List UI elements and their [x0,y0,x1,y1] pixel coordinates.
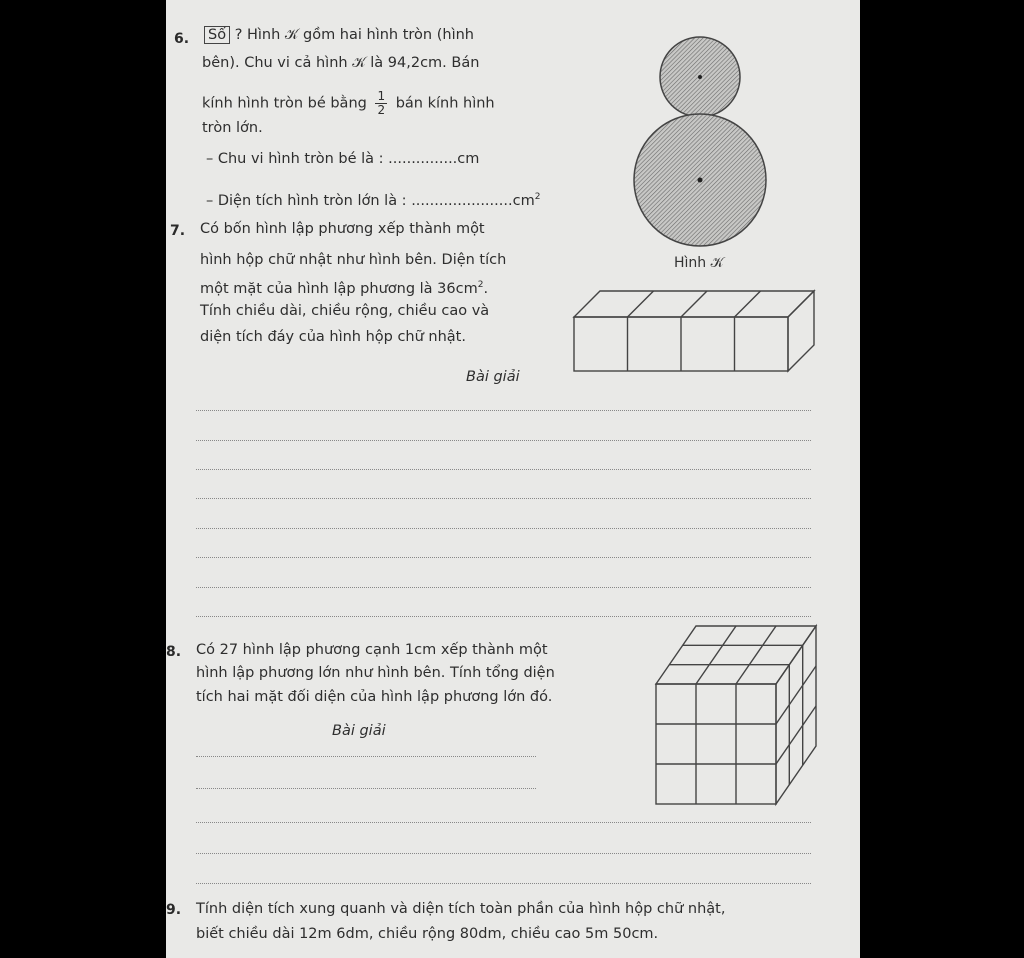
q6-blank2-label: – Diện tích hình tròn lớn là : [206,192,407,209]
large-circle-center [698,178,703,183]
q6-blank1 [206,146,479,172]
q7-answer-line[interactable] [196,440,811,441]
q6-line3a: kính hình tròn bé bằng [202,95,367,112]
q8-line2: hình lập phương lớn như hình bên. Tính tổng diện [196,665,555,681]
q7-answer-line[interactable] [196,587,811,588]
q8-answer-line[interactable] [196,853,811,854]
q7-answer-line[interactable] [196,469,811,470]
figure-k-circles [628,32,778,252]
q6-blank2-dots: ...................... [411,192,513,209]
q7-solution-heading: Bài giải [466,369,520,385]
q7-line2: hình hộp chữ nhật như hình bên. Diện tích [200,252,507,268]
q6-blank2 [206,184,540,214]
cube-top-face [656,626,816,684]
q6-line3b: bán kính hình [395,95,495,112]
q7-line3-text: một mặt của hình lập phương là 36cm [200,280,478,297]
q6-frac-num: 1 [377,89,386,103]
q7-answer-line[interactable] [196,557,811,558]
q6-blank2-sup: 2 [534,192,541,202]
q6-line1 [204,22,474,48]
q7-answer-line[interactable] [196,616,811,617]
worksheet-page [166,0,860,958]
figure-k-caption: Hình 𝒦 [674,255,724,271]
q9-number: 9. [166,902,182,918]
q6-blank2-unit: cm [512,192,535,209]
q8-line3: tích hai mặt đối diện của hình lập phương lớn đó. [196,689,553,705]
q7-line1: Có bốn hình lập phương xếp thành một [200,221,485,237]
q7-line3-end: . [483,280,489,297]
q8-answer-line[interactable] [196,822,811,823]
q6-line4: tròn lớn. [202,120,263,136]
q7-line5: diện tích đáy của hình hộp chữ nhật. [200,329,466,345]
small-circle-center [698,75,702,79]
q6-blank1-dots: ............... [388,151,458,167]
q7-number: 7. [170,223,186,239]
q8-answer-line[interactable] [196,883,811,884]
q7-answer-line[interactable] [196,410,811,411]
figure-four-cubes [570,285,820,377]
figure-rubik-cube [652,622,822,810]
q7-answer-line[interactable] [196,498,811,499]
q6-fraction [375,90,387,117]
q8-answer-line[interactable] [196,756,536,757]
q9-line2: biết chiều dài 12m 6dm, chiều rộng 80dm, chiều cao 5m 50cm. [196,926,659,942]
q6-line1-text: ? Hình 𝒦 gồm hai hình tròn (hình [234,27,474,43]
q9-line1: Tính diện tích xung quanh và diện tích toàn phần của hình hộp chữ nhật, [196,901,726,917]
q6-frac-den: 2 [377,103,386,117]
q6-line2: bên). Chu vi cả hình 𝒦 là 94,2cm. Bán [202,55,480,71]
q8-number: 8. [166,644,182,660]
q7-line3-sup: 2 [477,280,484,290]
q6-blank1-label: – Chu vi hình tròn bé là : [206,151,384,167]
q8-solution-heading: Bài giải [332,723,386,739]
q7-answer-line[interactable] [196,528,811,529]
q6-blank1-unit: cm [457,151,480,167]
q6-line3 [202,90,495,117]
q6-answer-box: Số [204,26,230,44]
box-side-face [788,291,814,371]
q7-line4: Tính chiều dài, chiều rộng, chiều cao và [200,303,490,319]
q6-number: 6. [174,31,190,47]
q8-answer-line[interactable] [196,788,536,789]
q8-line1: Có 27 hình lập phương cạnh 1cm xếp thành một [196,642,548,658]
cube-front-face [656,684,776,804]
